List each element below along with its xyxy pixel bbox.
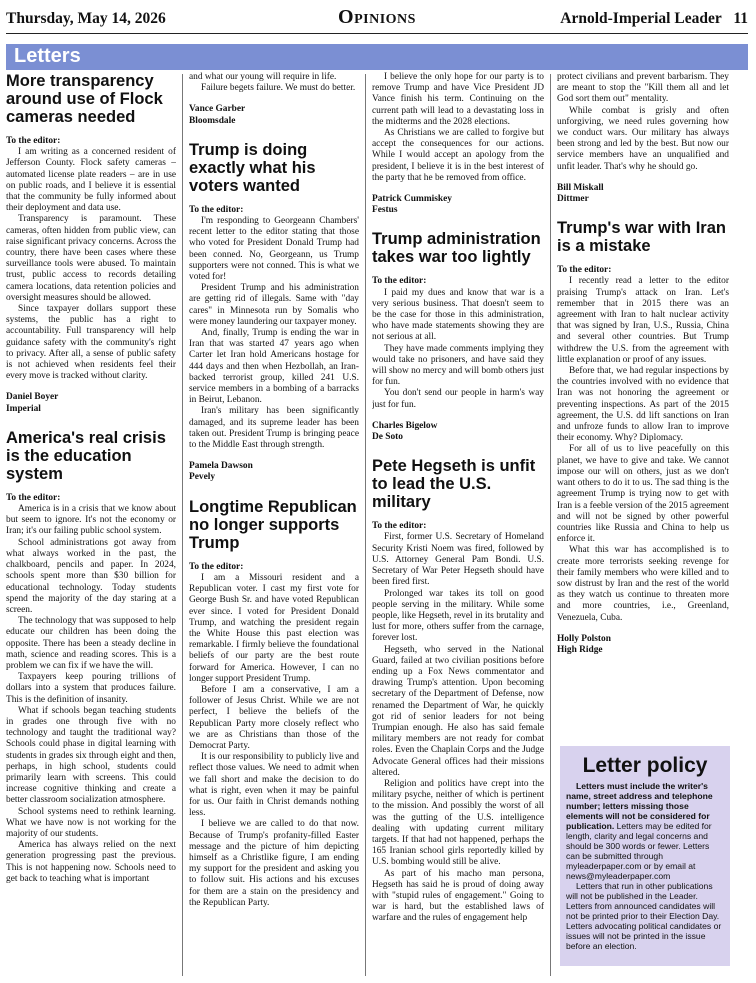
letter-admin xyxy=(372,230,544,443)
paragraph: First, former U.S. Secretary of Homeland Security Kristi Noem was fired, followed by U.S. Attorney General Pam Bondi. U.S. Secretary of War Peter Hegseth should have been fired first. xyxy=(372,532,544,588)
headline: More transparency around use of Flock cameras needed xyxy=(6,72,163,126)
column-divider xyxy=(550,74,551,976)
letter-policy-box xyxy=(560,746,730,966)
paragraph: President Trump and his administration are getting rid of illegals. Same with "day cares" in Minnesota run by Somalis who were money laundering our taxpayer money. xyxy=(189,283,359,327)
author-name: Daniel Boyer xyxy=(6,392,59,403)
paragraph: Iran's military has been significantly damaged, and its supreme leader has been taken out. President Trump is bringing peace to the Middle East through strength. xyxy=(189,406,359,451)
signature xyxy=(189,104,359,126)
headline: Longtime Republican no longer supports Trump xyxy=(189,497,357,552)
salutation: To the editor: xyxy=(6,492,61,503)
salutation: To the editor: xyxy=(6,136,61,146)
column-1 xyxy=(6,72,176,978)
letter-republican xyxy=(189,498,359,909)
author-town: Dittmer xyxy=(557,194,589,205)
issue-date: Thursday, May 14, 2026 xyxy=(6,10,166,27)
paragraph: I'm responding to Georgeann Chambers' recent letter to the editor stating that those who voted for President Donald Trump had been conned. No, Georgeann, us Trump supporters were not conned. This is what we voted for! xyxy=(189,216,359,283)
signature xyxy=(372,194,544,216)
author-name: Bill Miskall xyxy=(557,182,604,193)
letter-iran xyxy=(557,219,729,656)
policy-requirements: Letters must include the writer's name, street address and telephone number; letters missing those elements will not be considered for publication. xyxy=(566,781,713,831)
paragraph: Religion and politics have crept into the military psyche, neither of which is pertinent to the mission. And possibly the worst of all was the gutting of the U.S. intelligence dealing with updating current military targets. If that had not happened, perhaps the 165 Iranian school girls reportedly killed by U.S. bombing would still be alive. xyxy=(372,778,544,868)
author-town: Festus xyxy=(372,205,398,216)
section-title: Opinions xyxy=(338,6,416,28)
paragraph: As part of his macho man persona, Hegseth has said he is proud of doing away with "stupid rules of engagement." Going to war is hard, but the established laws of warfare and the rules of engagement help xyxy=(372,868,544,924)
author-town: De Soto xyxy=(372,432,403,443)
paragraph: Hegseth, who served in the National Guard, failed at two civilian positions before ending up a Fox News commentator and drawing Trump's attention. Upon becoming secretary of the Department of Defense, now renamed the Department of War, he quickly got rid of senior leaders for not being Trumpian enough. He also has said female military members are not ready for combat roles. Even the Chaplain Corps and the Judge Advocate General offices had their missions altered. xyxy=(372,644,544,778)
paragraph: What this war has accomplished is to create more terrorists seeking revenge for their family members who were killed and to sow distrust by Iran and the rest of the world as they watch us continue to threaten more and more countries, i.e., Greenland, Venezuela, Cuba. xyxy=(557,545,729,623)
policy-paragraph: Letters that run in other publications will not be published in the Leader. Letters from announced candidates will not be printed prior to their Election Day. Letters advocating political candidates or issues will not be printed in the issue before an election. xyxy=(566,881,722,951)
paragraph: Transparency is paramount. These cameras, often hidden from public view, can raise significant privacy concerns. Across the country, there have been cases where these surveillance tools were abused. To maintain trust, public access to records detailing camera locations, data retention policies and oversight measures should be allowed. xyxy=(6,214,176,303)
policy-title: Letter policy xyxy=(582,754,708,777)
paper-title: Arnold-Imperial Leader xyxy=(560,10,722,27)
paragraph: Taxpayers keep pouring trillions of dollars into a system that produces failure. This is the definition of insanity. xyxy=(6,672,176,705)
signature xyxy=(557,634,729,656)
author-town: Pevely xyxy=(189,472,216,483)
policy-paragraph xyxy=(566,781,724,881)
paragraph: Since taxpayer dollars support these systems, the public has a right to accountability. Full transparency will help guidance safety with the community's right to privacy. After all, a sense of public safety is not achieved when residents feel their every move is tracked without clarity. xyxy=(6,304,176,382)
paragraph: Before that, we had regular inspections by the countries involved with no evidence that Iran was not honoring the agreement or preventing inspections. As part of the 2015 agreement, the U.S. dd lift sanctions on Iran and unfroze funds to allow Iran to improve their economy. Why? Diplomacy. xyxy=(557,366,729,444)
column-divider xyxy=(365,74,366,976)
page-number: 11 xyxy=(733,10,748,27)
paragraph: And, finally, Trump is ending the war in Iran that was started 47 years ago when Carter let Iran hold Americans hostage for 444 days and then when Hezbollah, an Iran-backed terrorist group, killed 241 U.S. service members in a bombing of a barracks in Beirut, Lebanon. xyxy=(189,328,359,406)
salutation: To the editor: xyxy=(372,276,427,287)
paragraph: School administrations got away from what always worked in the past, the chalkboard, pencils and paper. In 2024, schools spent more than $30 billion for educational technology. Today students spend the majority of the day staring at a screen. xyxy=(6,537,176,615)
paper-name xyxy=(560,10,748,28)
author-name: Charles Bigelow xyxy=(372,420,438,431)
paragraph: Failure begets failure. We must do better. xyxy=(201,83,356,94)
author-town: Imperial xyxy=(6,403,41,414)
signature xyxy=(372,421,544,443)
letter-flock xyxy=(6,72,176,415)
paragraph: What if schools began teaching students in grades one through five with no technology and taught the traditional way? Schools could phase in digital learning with students in grades six through eight and then, perhaps, in high school, students could primarily learn with screens. This could increase cognitive thinking and create a better classroom socialization atmosphere. xyxy=(6,705,176,806)
paragraph: I paid my dues and know that war is a very serious business. That doesn't seem to be the case for those in this administration, who have made statements showing they are not serious at all. xyxy=(372,287,544,343)
salutation: To the editor: xyxy=(372,521,427,532)
paragraph: School systems need to rethink learning. What we have now is not working for the majority of our students. xyxy=(6,806,176,839)
paragraph: They have made comments implying they would take no prisoners, and have said they will show no mercy and will bomb others just for fun. xyxy=(372,343,544,388)
paragraph: While combat is grisly and often unforgiving, we need rules governing how we conduct wars. Our military has always been strong and led by the best. But now our service members have an unqualified and unfit leader. That's why he should go. xyxy=(557,105,729,172)
column-2 xyxy=(189,72,359,978)
paragraph: I recently read a letter to the editor praising Trump's attack on Iran. Let's remember that in 2015 there was an agreement with Iran to halt nuclear activity that was signed by Iran, U.S., Russia, China and several other countries. But Trump withdrew the U.S. from the agreement with little explanation or proof of any issues. xyxy=(557,276,729,365)
signature xyxy=(6,392,176,414)
paragraph: You don't send our people in harm's way just for fun. xyxy=(372,388,544,410)
letter-hegseth xyxy=(372,457,544,924)
paragraph: I am writing as a concerned resident of Jefferson County. Flock safety cameras – automated license plate readers – are in use on public roads, and I believe it is essential that the community be fully informed about their deployment and data use. xyxy=(6,147,176,214)
signature xyxy=(557,183,729,205)
paragraph: Prolonged war takes its toll on good people serving in the military. While some people, like Hegseth, revel in its brutality and lust for more, others suffer from the carnage, forever lost. xyxy=(372,588,544,644)
author-name: Pamela Dawson xyxy=(189,461,253,472)
signature xyxy=(189,461,359,483)
author-name: Vance Garber xyxy=(189,104,246,115)
policy-editing: Letters may be edited for length, clarity and legal concerns and should be 300 words or fewer. Letters can be submitted through myleaderpaper.com or by email at news@myleaderpaper.com xyxy=(566,821,712,881)
author-name: Holly Polston xyxy=(557,633,611,644)
column-divider xyxy=(182,74,183,976)
salutation: To the editor: xyxy=(557,265,612,276)
paragraph: I believe we are called to do that now. Because of Trump's profanity-filled Easter message and the picture of him depicting himself as a Christlike figure, I am ending my support for the president and asking you to follow suit. His actions and his excuses for them are a stain on the presidency and the Republican Party. xyxy=(189,819,359,908)
paragraph: protect civilians and prevent barbarism. They are meant to stop the "Kill them all and let God sort them out" mentality. xyxy=(557,72,729,105)
salutation: To the editor: xyxy=(189,561,244,572)
author-town: High Ridge xyxy=(557,644,603,655)
paragraph: I believe the only hope for our party is to remove Trump and have Vice President JD Vance finish his term. Continuing on the current path will lead to a devastating loss in the midterms and the 2028 elections. xyxy=(372,72,544,127)
author-name: Patrick Cummiskey xyxy=(372,194,452,205)
paragraph: For all of us to live peacefully on this planet, we have to give and take. We cannot impose our will on others, just as we don't want others to do it to us. The sad thing is the agreement Trump is trying now to get with Iran is a feeble version of the 2015 agreement and will not be signed by other powerful countries like Russia and China to help us enforce it. xyxy=(557,444,729,545)
paragraph: America is in a crisis that we know about but seem to ignore. It's not the economy or Iran; it's our failing public school system. xyxy=(6,504,176,537)
banner-label: Letters xyxy=(14,45,81,67)
masthead-rule xyxy=(6,33,748,34)
letter-education xyxy=(6,429,176,885)
paragraph: As Christians we are called to forgive but accept the consequences for our actions. While I would accept an apology from the president, I believe it is in the best interest of the party that he be removed from office. xyxy=(372,128,544,183)
paragraph: It is our responsibility to publicly live and reflect those values. We need to admit when we fall short and make the decision to do what is right, even when it may be painful for us. Our faith in Christ demands nothing less. xyxy=(189,752,359,819)
paragraph: America has always relied on the next generation progressing past the previous. This is not happening now. Schools need to get back to teaching what is important xyxy=(6,840,176,884)
headline: Trump administration takes war too lightly xyxy=(372,230,541,267)
salutation: To the editor: xyxy=(189,204,244,215)
letters-banner xyxy=(6,44,748,70)
paragraph: Before I am a conservative, I am a follower of Jesus Christ. While we are not perfect, I believe the beliefs of the Republican Party more closely reflect who we are as Christians than those of the Democrat Party. xyxy=(189,684,359,751)
paragraph: The technology that was supposed to help educate our children has been doing the opposite. There has been a steady decline in math, science and reading scores. This is a problem we can fix if we have the will. xyxy=(6,616,176,671)
masthead xyxy=(6,4,748,34)
headline: America's real crisis is the education system xyxy=(6,428,166,483)
letter-voters xyxy=(189,141,359,484)
headline: Pete Hegseth is unfit to lead the U.S. military xyxy=(372,457,536,512)
headline: Trump is doing exactly what his voters wanted xyxy=(189,140,316,195)
author-town: Bloomsdale xyxy=(189,115,236,126)
paragraph: I am a Missouri resident and a Republican voter. I cast my first vote for George Bush Sr. and have voted Republican ever since. I voted for President Donald Trump, and watching the president regain the White House this past election was remarkable. I firmly believe the foundational beliefs of our party are the best route forward for America. However, I can no longer support President Trump. xyxy=(189,572,359,684)
paragraph: and what our young will require in life. xyxy=(189,72,337,82)
headline: Trump's war with Iran is a mistake xyxy=(557,219,726,256)
column-3 xyxy=(372,72,544,978)
